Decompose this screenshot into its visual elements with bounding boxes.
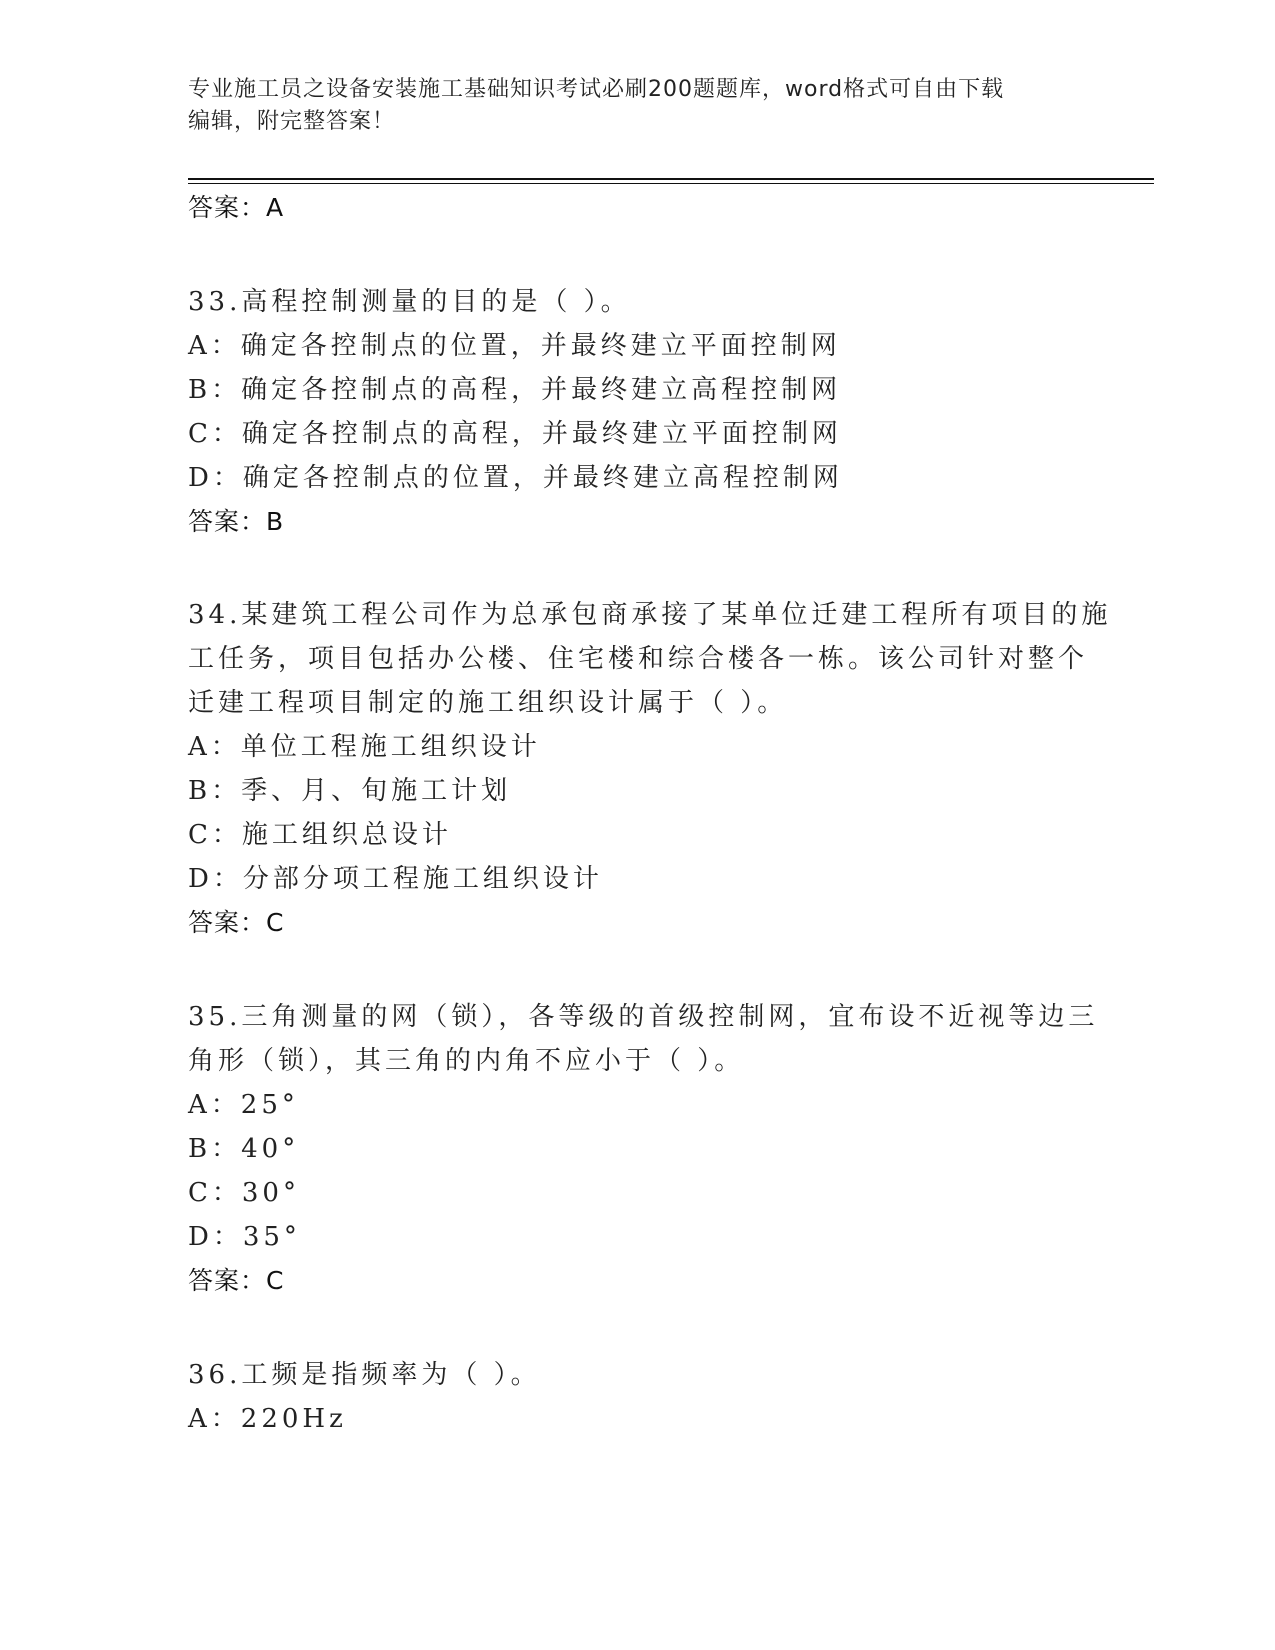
q36-option-a: A：220Hz — [188, 1404, 347, 1434]
q34-option-b: B：季、月、旬施工计划 — [188, 776, 512, 806]
q35-option-c: C：30° — [188, 1178, 300, 1208]
header-line-1: 专业施工员之设备安装施工基础知识考试必刷200题题库，word格式可自由下载 — [188, 77, 1005, 102]
q34-option-c: C：施工组织总设计 — [188, 820, 452, 850]
q34-answer: 答案：C — [188, 908, 285, 937]
q34-option-a: A：单位工程施工组织设计 — [188, 732, 541, 762]
q36-stem: 36.工频是指频率为（ ）。 — [188, 1360, 541, 1390]
q35-stem-line-1: 35.三角测量的网（锁），各等级的首级控制网，宜布设不近视等边三 — [188, 1002, 1099, 1032]
q33-option-b: B：确定各控制点的高程，并最终建立高程控制网 — [188, 375, 842, 405]
document-header — [188, 74, 1088, 138]
header-line-2: 编辑，附完整答案！ — [188, 109, 396, 134]
q35-option-b: B：40° — [188, 1134, 300, 1164]
q34-stem-line-2: 工任务，项目包括办公楼、住宅楼和综合楼各一栋。该公司针对整个 — [188, 644, 1089, 674]
q34-stem-line-1: 34.某建筑工程公司作为总承包商承接了某单位迁建工程所有项目的施 — [188, 600, 1112, 630]
header-divider-thick — [188, 178, 1154, 180]
q34-stem-line-3: 迁建工程项目制定的施工组织设计属于（ ）。 — [188, 688, 788, 718]
q33-option-d: D：确定各控制点的位置，并最终建立高程控制网 — [188, 463, 843, 493]
previous-answer: 答案：A — [188, 193, 285, 222]
header-divider-thin — [188, 183, 1154, 184]
q33-stem: 33.高程控制测量的目的是（ ）。 — [188, 287, 631, 317]
q35-option-a: A：25° — [188, 1090, 299, 1120]
q33-option-a: A：确定各控制点的位置，并最终建立平面控制网 — [188, 331, 841, 361]
q33-answer: 答案：B — [188, 507, 285, 536]
q35-stem-line-2: 角形（锁），其三角的内角不应小于（ ）。 — [188, 1046, 745, 1076]
q35-answer: 答案：C — [188, 1266, 285, 1295]
q35-option-d: D：35° — [188, 1222, 301, 1252]
q33-option-c: C：确定各控制点的高程，并最终建立平面控制网 — [188, 419, 842, 449]
q34-option-d: D：分部分项工程施工组织设计 — [188, 864, 603, 894]
